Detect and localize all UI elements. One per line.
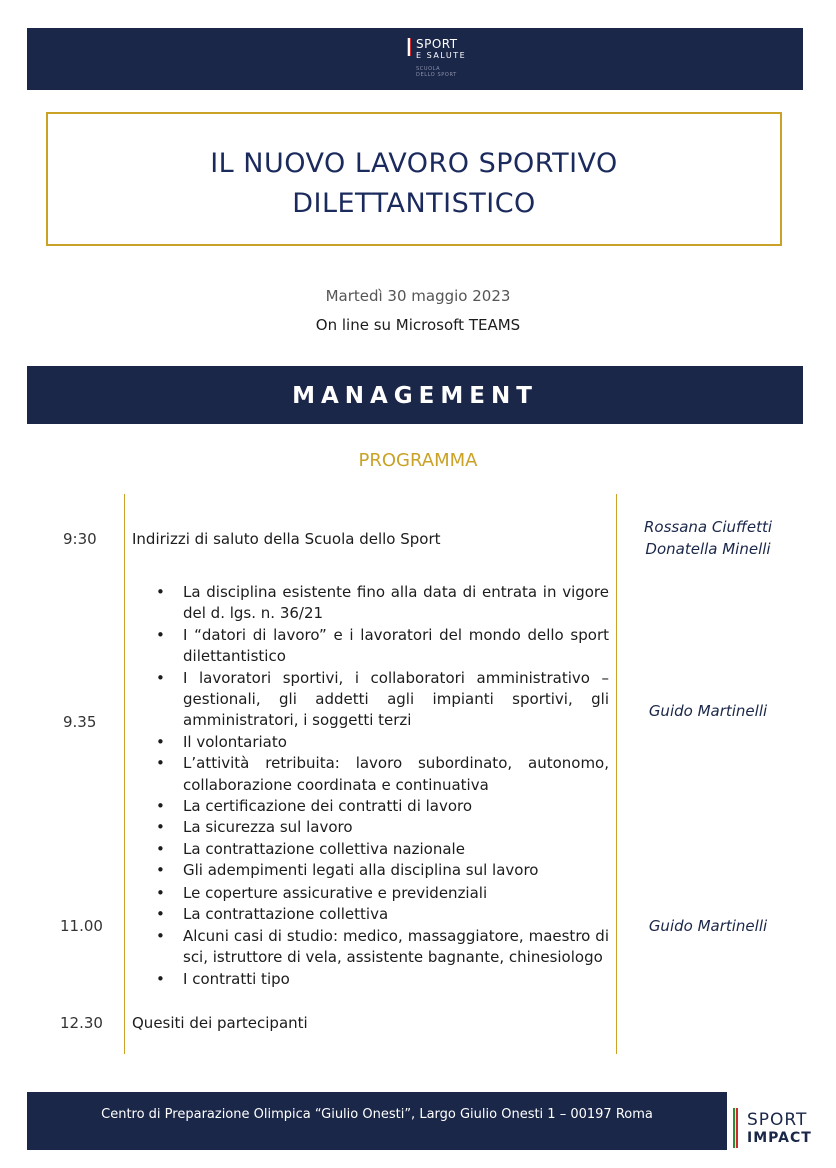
session-time: 12.30 bbox=[60, 1014, 103, 1032]
list-item: • La contrattazione collettiva nazionale bbox=[156, 839, 465, 858]
tricolor-flag-icon bbox=[733, 1108, 738, 1148]
logo-school-line-1: SCUOLA bbox=[416, 66, 441, 72]
session-time: 11.00 bbox=[60, 917, 103, 935]
list-item: • La contrattazione collettiva bbox=[156, 905, 389, 924]
list-item-text: La sicurezza sul lavoro bbox=[183, 818, 353, 837]
session-topic-list bbox=[156, 883, 609, 990]
list-item-text: Il volontariato bbox=[183, 732, 287, 751]
section-band bbox=[27, 366, 803, 424]
list-item: • La sicurezza sul lavoro bbox=[156, 818, 353, 837]
logo-school-text bbox=[416, 66, 457, 78]
list-item-text: I “datori di lavoro” e i lavoratori del mondo dello sport dilettantistico bbox=[183, 625, 609, 666]
list-item: • I contratti tipo bbox=[156, 969, 290, 988]
list-item-text: La contrattazione collettiva bbox=[183, 905, 389, 924]
list-item: • I “datori di lavoro” e i lavoratori del mondo dello sport dilettantistico bbox=[156, 625, 609, 666]
session-speaker: Guido Martinelli bbox=[648, 917, 768, 935]
session-speaker: Guido Martinelli bbox=[648, 702, 768, 720]
header-bar bbox=[27, 28, 803, 90]
logo-school-line-2: DELLO SPORT bbox=[416, 72, 457, 78]
list-item-text: Gli adempimenti legati alla disciplina sul lavoro bbox=[183, 861, 539, 880]
session-speaker: Rossana Ciuffetti bbox=[643, 518, 773, 536]
sport-impact-logo bbox=[733, 1108, 833, 1152]
section-band-label: MANAGEMENT bbox=[292, 383, 538, 409]
list-item: • La disciplina esistente fino alla data di entrata in vigore del d. lgs. n. 36/21 bbox=[156, 583, 609, 623]
event-date: Martedì 30 maggio 2023 bbox=[325, 287, 511, 305]
sport-e-salute-logo bbox=[407, 38, 487, 82]
session-topic: Indirizzi di saluto della Scuola dello Sport bbox=[132, 530, 441, 548]
list-item-text: Alcuni casi di studio: medico, massaggiatore, maestro di sci, istruttore di vela, assistente bagnante, chinesiologo bbox=[183, 926, 609, 967]
page-title-line-1: IL NUOVO LAVORO SPORTIVO bbox=[210, 148, 618, 179]
list-item-text: I contratti tipo bbox=[183, 969, 290, 988]
logo-sub-text: E SALUTE bbox=[416, 51, 467, 60]
list-item: • Gli adempimenti legati alla disciplina sul lavoro bbox=[156, 861, 539, 880]
list-item-text: Le coperture assicurative e previdenziali bbox=[183, 884, 488, 902]
page-title-line-2: DILETTANTISTICO bbox=[292, 188, 536, 219]
list-item: • Le coperture assicurative e previdenziali bbox=[156, 884, 488, 902]
tricolor-flag-icon bbox=[407, 38, 411, 56]
list-item-text: La certificazione dei contratti di lavoro bbox=[183, 797, 473, 816]
session-topic: Quesiti dei partecipanti bbox=[132, 1014, 308, 1032]
list-item-text: L’attività retribuita: lavoro subordinato, autonomo, collaborazione coordinata e continuativa bbox=[183, 754, 609, 794]
list-item-text: La contrattazione collettiva nazionale bbox=[183, 839, 465, 858]
list-item: • Il volontariato bbox=[156, 732, 287, 751]
footer-bar bbox=[27, 1092, 727, 1150]
list-item: • L’attività retribuita: lavoro subordinato, autonomo, collaborazione coordinata e continuativa bbox=[156, 754, 609, 794]
logo-line-2: IMPACT bbox=[747, 1130, 812, 1146]
logo-main-text: SPORT bbox=[416, 37, 458, 51]
title-box bbox=[46, 112, 782, 246]
session-topic-list bbox=[156, 582, 609, 882]
event-venue: On line su Microsoft TEAMS bbox=[315, 316, 521, 334]
session-time: 9.35 bbox=[63, 713, 97, 731]
list-item: • I lavoratori sportivi, i collaboratori amministrativo – gestionali, gli addetti agli impianti sportivi, gli amministratori, i soggetti terzi bbox=[156, 668, 609, 730]
list-item: • La certificazione dei contratti di lavoro bbox=[156, 797, 473, 816]
list-item-text: I lavoratori sportivi, i collaboratori amministrativo – gestionali, gli addetti agli impianti sportivi, gli amministratori, i soggetti terzi bbox=[183, 668, 609, 730]
session-time: 9:30 bbox=[63, 530, 97, 548]
session-speaker: Donatella Minelli bbox=[645, 540, 771, 558]
list-item-text: La disciplina esistente fino alla data di entrata in vigore del d. lgs. n. 36/21 bbox=[183, 583, 609, 623]
logo-line-1: SPORT bbox=[747, 1110, 808, 1130]
table-divider-left bbox=[124, 494, 125, 1054]
list-item: • Alcuni casi di studio: medico, massaggiatore, maestro di sci, istruttore di vela, assistente bagnante, chinesiologo bbox=[156, 926, 609, 967]
table-divider-right bbox=[616, 494, 617, 1054]
programma-heading: PROGRAMMA bbox=[358, 450, 478, 471]
footer-address: Centro di Preparazione Olimpica “Giulio Onesti”, Largo Giulio Onesti 1 – 00197 Roma bbox=[101, 1107, 653, 1122]
